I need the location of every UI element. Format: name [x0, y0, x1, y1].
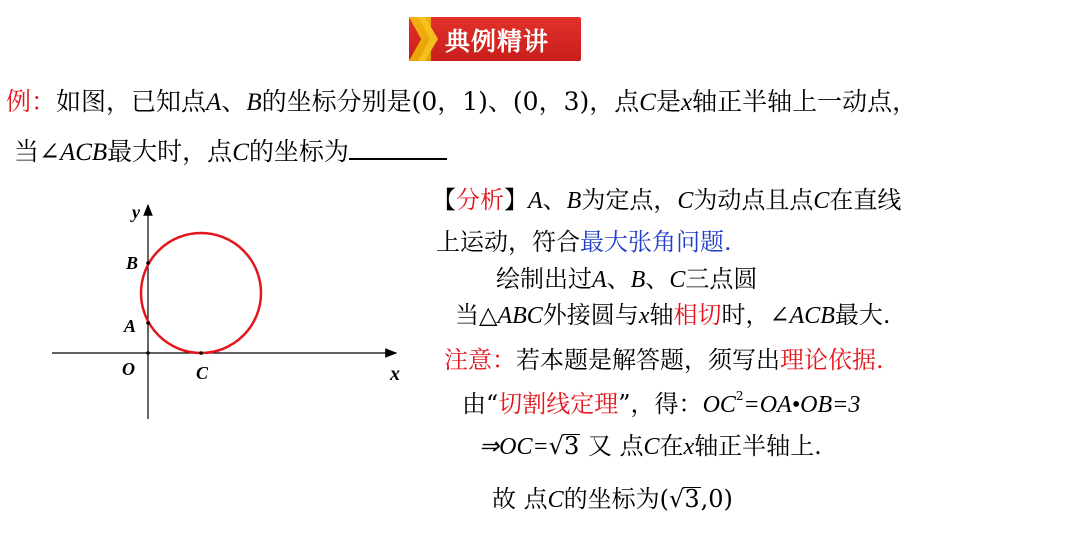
analysis-line-8	[492, 479, 733, 514]
x-axis-label: x	[638, 303, 650, 329]
y-axis-label: y	[132, 202, 140, 222]
point-b-label: B	[566, 188, 582, 214]
analysis-text: 绘制出过	[496, 265, 592, 293]
label-a: A	[124, 316, 137, 336]
point-c-label: C	[232, 139, 249, 166]
analysis-text: 最大.	[834, 301, 891, 329]
analysis-line-3	[496, 259, 757, 294]
problem-text: 最大时，点	[107, 137, 233, 166]
analysis-line-7	[479, 426, 822, 461]
point-b-label: B	[630, 267, 646, 293]
separator: 、	[221, 87, 247, 116]
analysis-text: 上运动，符合	[436, 228, 580, 256]
problem-text: 的坐标分别是(0，1)、(0，3)，点	[261, 87, 640, 116]
point-b-label: B	[246, 89, 262, 116]
analysis-text: 若本题是解答题，须写出	[516, 346, 780, 374]
analysis-text: ”，得：	[618, 390, 703, 418]
x-axis-label: x	[390, 363, 400, 385]
problem-text: 是	[655, 87, 681, 116]
analysis-text: 为定点，	[581, 186, 678, 214]
radicand: 3	[563, 432, 580, 460]
point-a-label: A	[206, 89, 222, 116]
analysis-text: 三点圆	[685, 265, 758, 293]
section-title-badge	[409, 17, 581, 61]
triangle-label: ABC	[497, 303, 543, 329]
sqrt-icon: √	[548, 432, 564, 460]
analysis-line-4	[455, 295, 891, 330]
point-c-label: C	[547, 487, 564, 513]
analysis-line-1	[432, 180, 901, 215]
separator: 、	[606, 265, 631, 293]
problem-line-1	[6, 82, 917, 118]
angle-label: ACB	[789, 303, 835, 329]
answer-blank[interactable]	[349, 136, 447, 160]
problem-text: 轴正半轴上一动点，	[692, 87, 918, 116]
problem-text: 如图，已知点	[56, 87, 207, 116]
point-a-label: A	[528, 188, 543, 214]
analysis-text: 当△	[455, 301, 498, 329]
analysis-text: 的坐标为(	[563, 485, 670, 513]
point-o	[146, 351, 150, 355]
key-concept: 最大张角问题.	[580, 228, 732, 256]
angle-label: ACB	[59, 139, 108, 166]
equation-text: ⇒OC=	[479, 434, 549, 460]
analysis-line-6	[462, 384, 860, 419]
radicand: 3	[684, 485, 700, 513]
point-b	[146, 261, 150, 265]
bracket: 【	[432, 186, 456, 214]
analysis-text: 又 点	[587, 432, 644, 460]
point-a-label: A	[592, 267, 607, 293]
point-c-label: C	[677, 188, 694, 214]
problem-prefix: 例：	[6, 87, 57, 116]
analysis-text: 由“	[462, 390, 499, 418]
coordinate-figure	[40, 195, 420, 430]
exponent: 2	[735, 389, 744, 403]
x-axis-label: x	[680, 89, 693, 116]
analysis-text: 外接圆与	[542, 301, 639, 329]
analysis-title: 分析	[456, 186, 504, 214]
point-c-label: C	[669, 267, 686, 293]
badge-label: 典例精讲	[445, 27, 550, 56]
problem-text: 当∠	[14, 137, 60, 166]
equation-text: =OA•OB=3	[743, 392, 861, 418]
label-o: O	[122, 359, 135, 379]
key-term: 相切	[673, 301, 722, 329]
problem-text: 的坐标为	[248, 137, 349, 166]
segment-label: OC	[702, 392, 736, 418]
analysis-line-2	[436, 222, 732, 257]
separator: 、	[645, 265, 670, 293]
point-c-label: C	[643, 434, 660, 460]
note-label: 注意：	[444, 346, 516, 374]
bracket: 】	[504, 186, 528, 214]
analysis-line-5	[444, 340, 884, 375]
label-c: C	[196, 363, 209, 383]
analysis-text: 轴正半轴上.	[694, 432, 822, 460]
point-c-label: C	[639, 89, 656, 116]
problem-line-2	[14, 132, 447, 168]
key-term: 理论依据.	[780, 346, 884, 374]
analysis-text: 在直线	[829, 186, 902, 214]
label-b: B	[126, 253, 139, 273]
analysis-text: 在	[659, 432, 684, 460]
point-c	[199, 351, 203, 355]
point-a	[146, 321, 150, 325]
analysis-text: 、	[542, 186, 567, 214]
x-axis-label: x	[683, 434, 695, 460]
analysis-text: 轴	[649, 301, 674, 329]
analysis-text: 时，∠	[721, 301, 790, 329]
analysis-text: ,0)	[700, 485, 733, 513]
key-theorem: 切割线定理	[498, 390, 619, 418]
circumcircle	[141, 233, 261, 353]
point-c-label: C	[813, 188, 830, 214]
analysis-text: 为动点且点	[693, 186, 814, 214]
analysis-text: 故 点	[492, 485, 548, 513]
sqrt-icon: √	[669, 485, 685, 513]
